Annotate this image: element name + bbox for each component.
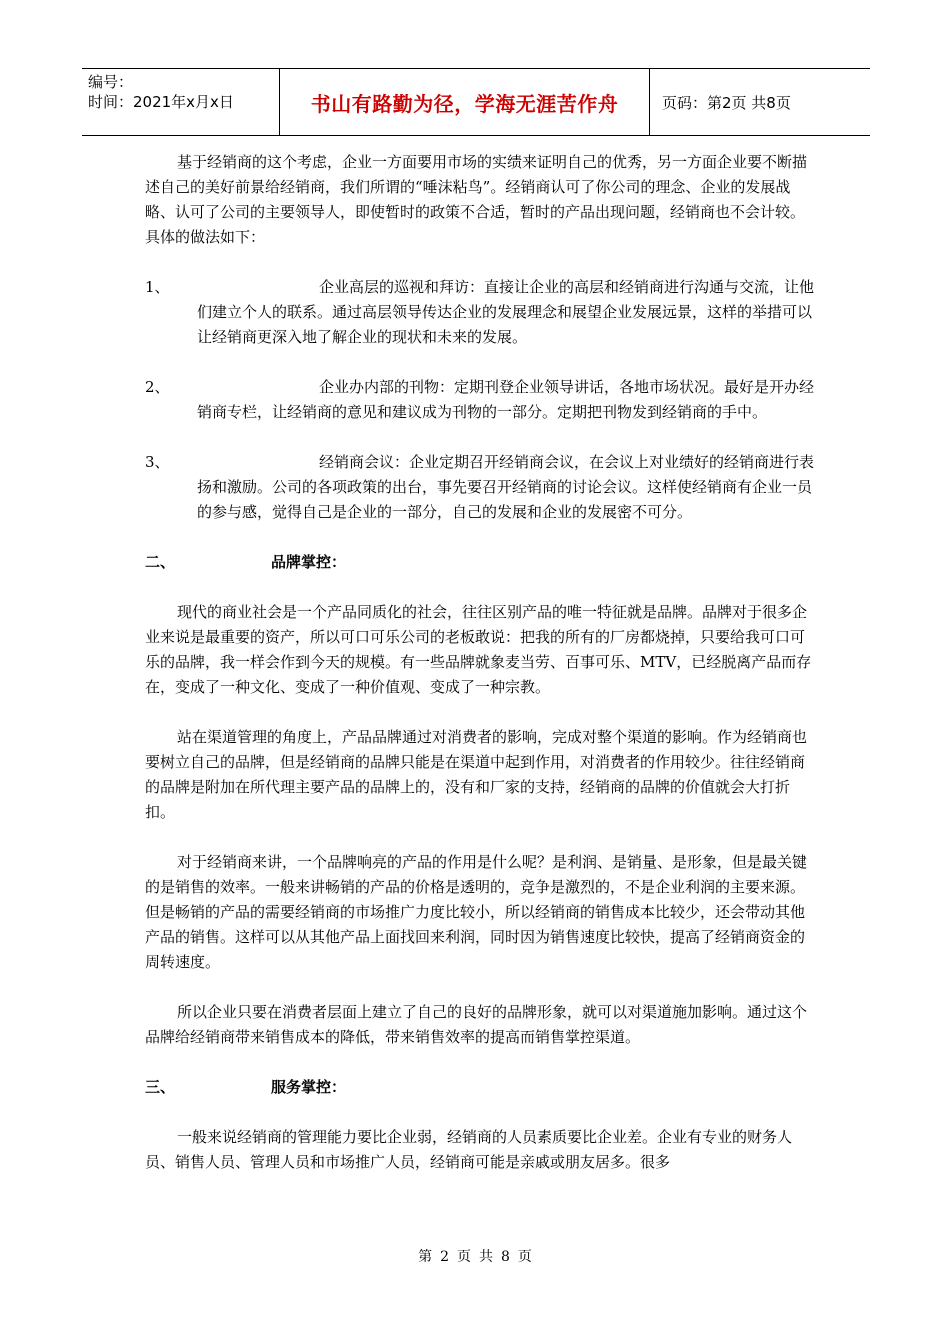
header-motto: 书山有路勤为径，学海无涯苦作舟 <box>280 69 650 135</box>
header-page-info: 页码：第2页 共8页 <box>662 93 791 112</box>
list-item-number: 2、 <box>145 378 170 396</box>
number-label: 编号： <box>88 73 134 91</box>
list-item-text: 企业高层的巡视和拜访：直接让企业的高层和经销商进行沟通与交流，让他们建立个人的联系。通过高层领导传达企业的发展理念和展望企业发展远景，这样的举措可以让经销商更深入地了解企业的现状和未来的发展。 <box>197 278 815 346</box>
footer-ye2: 页 <box>517 1249 532 1265</box>
intro-paragraph: 基于经销商的这个考虑，企业一方面要用市场的实绩来证明自己的优秀，另一方面企业要不断描述自己的美好前景给经销商，我们所谓的“唾沫粘鸟”。经销商认可了你公司的理念、企业的发展战略、认可了公司的主要领导人，即使暂时的政策不合适，暂时的产品出现问题，经销商也不会计较。具体的做法如下： <box>145 153 808 246</box>
footer-total-pages: 8 <box>501 1249 510 1265</box>
section-title: 品牌掌控： <box>271 553 347 571</box>
footer-ye: 页 <box>457 1249 471 1265</box>
list-item-text: 经销商会议：企业定期召开经销商会议，在会议上对业绩好的经销商进行表扬和激励。公司的各项政策的出台，事先要召开经销商的讨论会议。这样使经销商有企业一员的参与感，觉得自己是企业的一部分，自己的发展和企业的发展密不可分。 <box>197 453 815 521</box>
section-title: 服务掌控： <box>271 1078 347 1096</box>
section-heading-service <box>145 1075 817 1100</box>
document-body <box>145 150 817 1200</box>
list-item <box>145 275 817 350</box>
list-item-number: 1、 <box>145 278 170 296</box>
section-heading-brand <box>145 550 817 575</box>
paragraph: 站在渠道管理的角度上，产品品牌通过对消费者的影响，完成对整个渠道的影响。作为经销商也要树立自己的品牌，但是经销商的品牌只能是在渠道中起到作用，对消费者的作用较少。往往经销商的品牌是附加在所代理主要产品的品牌上的，没有和厂家的支持，经销商的品牌的价值就会大打折扣。 <box>145 728 808 821</box>
section-number: 二、 <box>145 553 176 571</box>
paragraph: 所以企业只要在消费者层面上建立了自己的良好的品牌形象，就可以对渠道施加影响。通过这个品牌给经销商带来销售成本的降低，带来销售效率的提高而销售掌控渠道。 <box>145 1003 808 1046</box>
list-item <box>145 450 817 525</box>
footer-gong: 共 <box>479 1249 493 1265</box>
page-header <box>82 68 870 136</box>
paragraph: 现代的商业社会是一个产品同质化的社会，往往区别产品的唯一特征就是品牌。品牌对于很多企业来说是最重要的资产，所以可口可乐公司的老板敢说：把我的所有的厂房都烧掉，只要给我可口可乐的品牌，我一样会作到今天的规模。有一些品牌就象麦当劳、百事可乐、MTV，已经脱离产品而存在，变成了一种文化、变成了一种价值观、变成了一种宗教。 <box>145 603 812 696</box>
list-item <box>145 375 817 425</box>
date-label: 时间：2021年x月x日 <box>88 93 234 111</box>
header-meta <box>82 69 280 135</box>
paragraph: 对于经销商来讲，一个品牌响亮的产品的作用是什么呢？是利润、是销量、是形象，但是最关键的是销售的效率。一般来讲畅销的产品的价格是透明的，竞争是激烈的，不是企业利润的主要来源。但是畅销的产品的需要经销商的市场推广力度比较小，所以经销商的销售成本比较少，还会带动其他产品的销售。这样可以从其他产品上面找回来利润，同时因为销售速度比较快，提高了经销商资金的周转速度。 <box>145 853 808 971</box>
page-footer <box>0 1246 950 1266</box>
footer-di: 第 <box>418 1249 433 1265</box>
section-number: 三、 <box>145 1078 176 1096</box>
footer-page-number: 2 <box>440 1249 449 1265</box>
paragraph: 一般来说经销商的管理能力要比企业弱，经销商的人员素质要比企业差。企业有专业的财务人员、销售人员、管理人员和市场推广人员，经销商可能是亲戚或朋友居多。很多 <box>145 1128 793 1171</box>
list-item-number: 3、 <box>145 453 170 471</box>
list-item-text: 企业办内部的刊物：定期刊登企业领导讲话，各地市场状况。最好是开办经销商专栏，让经销商的意见和建议成为刊物的一部分。定期把刊物发到经销商的手中。 <box>197 378 815 421</box>
